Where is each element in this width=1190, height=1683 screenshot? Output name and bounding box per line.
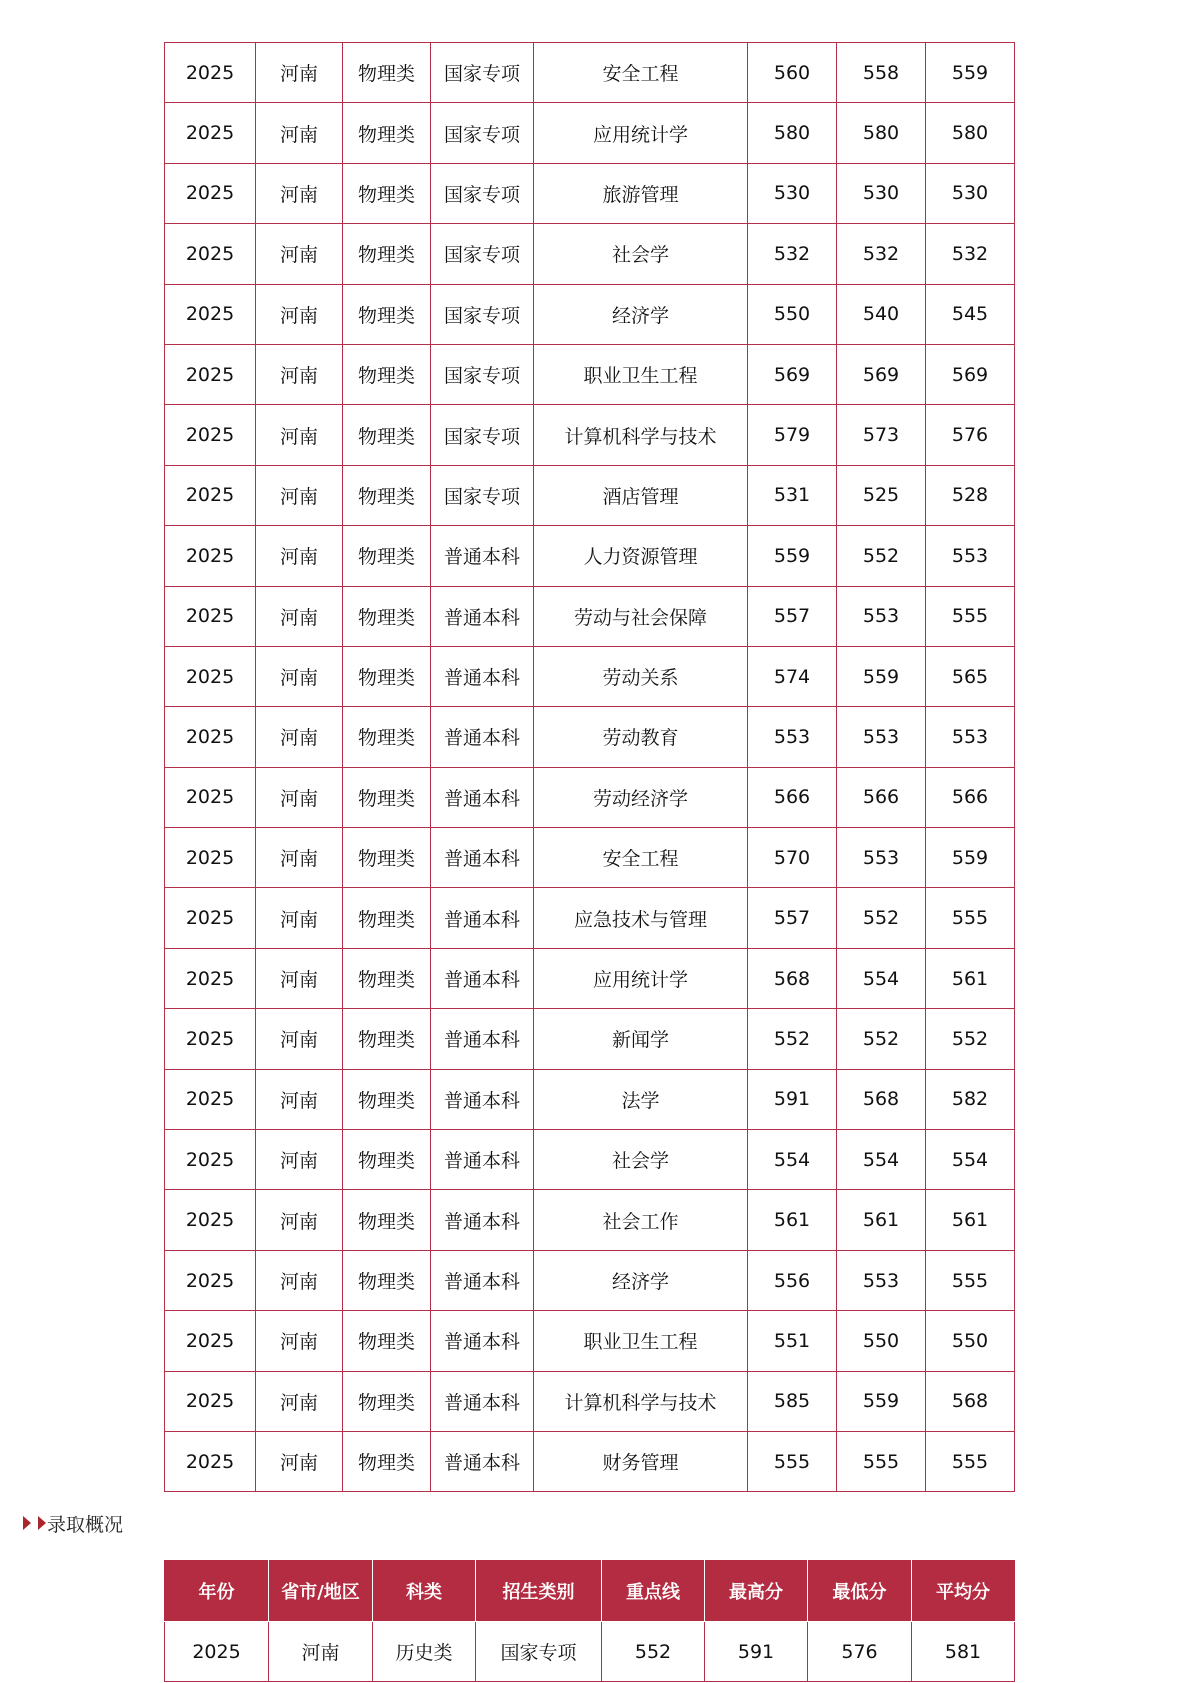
header-subject-type: 科类 — [373, 1561, 476, 1622]
cell-avg-score: 553 — [926, 707, 1015, 767]
cell-admission-category: 普通本科 — [431, 1250, 534, 1310]
cell-admission-category: 普通本科 — [431, 586, 534, 646]
cell-min-score: 554 — [837, 948, 926, 1008]
cell-subject-type: 物理类 — [343, 103, 431, 163]
table-row — [165, 586, 1015, 646]
cell-region: 河南 — [256, 103, 343, 163]
cell-max-score: 555 — [748, 1431, 837, 1491]
cell-avg-score: 580 — [926, 103, 1015, 163]
cell-max-score: 557 — [748, 888, 837, 948]
cell-avg-score: 528 — [926, 465, 1015, 525]
cell-year: 2025 — [165, 405, 256, 465]
cell-key-line: 552 — [602, 1622, 705, 1682]
header-admission-category: 招生类别 — [476, 1561, 602, 1622]
cell-region: 河南 — [256, 1130, 343, 1190]
cell-avg-score: 566 — [926, 767, 1015, 827]
cell-admission-category: 普通本科 — [431, 1190, 534, 1250]
cell-admission-category: 普通本科 — [431, 707, 534, 767]
cell-major: 应急技术与管理 — [534, 888, 748, 948]
cell-major: 旅游管理 — [534, 163, 748, 223]
cell-region: 河南 — [256, 526, 343, 586]
cell-min-score: 576 — [808, 1622, 912, 1682]
cell-min-score: 525 — [837, 465, 926, 525]
cell-avg-score: 553 — [926, 526, 1015, 586]
cell-admission-category: 普通本科 — [431, 1371, 534, 1431]
cell-region: 河南 — [256, 767, 343, 827]
cell-subject-type: 物理类 — [343, 1190, 431, 1250]
cell-region: 河南 — [256, 646, 343, 706]
major-score-table — [164, 42, 1015, 1492]
cell-year: 2025 — [165, 163, 256, 223]
table-row — [165, 1069, 1015, 1129]
cell-min-score: 552 — [837, 526, 926, 586]
cell-subject-type: 物理类 — [343, 767, 431, 827]
cell-region: 河南 — [256, 1311, 343, 1371]
cell-region: 河南 — [256, 344, 343, 404]
cell-max-score: 561 — [748, 1190, 837, 1250]
cell-max-score: 579 — [748, 405, 837, 465]
cell-major: 劳动教育 — [534, 707, 748, 767]
cell-min-score: 559 — [837, 1371, 926, 1431]
cell-year: 2025 — [165, 1009, 256, 1069]
cell-major: 职业卫生工程 — [534, 1311, 748, 1371]
cell-min-score: 553 — [837, 707, 926, 767]
cell-region: 河南 — [256, 405, 343, 465]
cell-avg-score: 565 — [926, 646, 1015, 706]
cell-admission-category: 普通本科 — [431, 948, 534, 1008]
table-row — [165, 767, 1015, 827]
cell-admission-category: 国家专项 — [431, 465, 534, 525]
summary-row — [165, 1622, 1015, 1682]
cell-subject-type: 物理类 — [343, 465, 431, 525]
table-row — [165, 1431, 1015, 1491]
cell-subject-type: 物理类 — [343, 43, 431, 103]
cell-min-score: 568 — [837, 1069, 926, 1129]
cell-year: 2025 — [165, 888, 256, 948]
cell-admission-category: 普通本科 — [431, 888, 534, 948]
cell-max-score: 559 — [748, 526, 837, 586]
cell-avg-score: 552 — [926, 1009, 1015, 1069]
cell-avg-score: 555 — [926, 888, 1015, 948]
cell-year: 2025 — [165, 767, 256, 827]
cell-major: 财务管理 — [534, 1431, 748, 1491]
cell-region: 河南 — [256, 828, 343, 888]
header-key-line: 重点线 — [602, 1561, 705, 1622]
cell-min-score: 569 — [837, 344, 926, 404]
header-year: 年份 — [165, 1561, 269, 1622]
cell-subject-type: 物理类 — [343, 888, 431, 948]
cell-major: 法学 — [534, 1069, 748, 1129]
cell-year: 2025 — [165, 1311, 256, 1371]
cell-major: 劳动经济学 — [534, 767, 748, 827]
cell-subject-type: 物理类 — [343, 163, 431, 223]
table-row — [165, 526, 1015, 586]
cell-region: 河南 — [256, 284, 343, 344]
cell-year: 2025 — [165, 1371, 256, 1431]
cell-avg-score: 550 — [926, 1311, 1015, 1371]
cell-subject-type: 物理类 — [343, 1371, 431, 1431]
table-row — [165, 103, 1015, 163]
table-row — [165, 344, 1015, 404]
cell-admission-category: 普通本科 — [431, 1431, 534, 1491]
cell-avg-score: 559 — [926, 828, 1015, 888]
table-row — [165, 707, 1015, 767]
cell-admission-category: 普通本科 — [431, 767, 534, 827]
cell-avg-score: 559 — [926, 43, 1015, 103]
cell-max-score: 556 — [748, 1250, 837, 1310]
major-score-table-body — [165, 43, 1015, 1492]
cell-max-score: 552 — [748, 1009, 837, 1069]
cell-subject-type: 物理类 — [343, 948, 431, 1008]
cell-major: 安全工程 — [534, 43, 748, 103]
cell-subject-type: 物理类 — [343, 646, 431, 706]
cell-min-score: 530 — [837, 163, 926, 223]
cell-region: 河南 — [269, 1622, 373, 1682]
cell-min-score: 540 — [837, 284, 926, 344]
cell-year: 2025 — [165, 43, 256, 103]
table-row — [165, 1250, 1015, 1310]
cell-subject-type: 物理类 — [343, 224, 431, 284]
cell-avg-score: 554 — [926, 1130, 1015, 1190]
cell-major: 职业卫生工程 — [534, 344, 748, 404]
table-row — [165, 43, 1015, 103]
cell-min-score: 553 — [837, 828, 926, 888]
cell-min-score: 554 — [837, 1130, 926, 1190]
cell-min-score: 550 — [837, 1311, 926, 1371]
header-avg-score: 平均分 — [912, 1561, 1015, 1622]
cell-max-score: 591 — [748, 1069, 837, 1129]
cell-admission-category: 普通本科 — [431, 1069, 534, 1129]
section-title: 录取概况 — [47, 1513, 124, 1536]
cell-subject-type: 物理类 — [343, 284, 431, 344]
cell-subject-type: 物理类 — [343, 1431, 431, 1491]
cell-year: 2025 — [165, 284, 256, 344]
cell-admission-category: 国家专项 — [431, 163, 534, 223]
header-max-score: 最高分 — [705, 1561, 808, 1622]
cell-admission-category: 普通本科 — [431, 646, 534, 706]
cell-max-score: 532 — [748, 224, 837, 284]
cell-min-score: 573 — [837, 405, 926, 465]
cell-max-score: 570 — [748, 828, 837, 888]
cell-max-score: 554 — [748, 1130, 837, 1190]
cell-avg-score: 582 — [926, 1069, 1015, 1129]
cell-avg-score: 561 — [926, 948, 1015, 1008]
cell-max-score: 591 — [705, 1622, 808, 1682]
cell-min-score: 552 — [837, 1009, 926, 1069]
cell-min-score: 559 — [837, 646, 926, 706]
cell-min-score: 566 — [837, 767, 926, 827]
cell-major: 劳动与社会保障 — [534, 586, 748, 646]
cell-region: 河南 — [256, 465, 343, 525]
cell-avg-score: 555 — [926, 1250, 1015, 1310]
cell-year: 2025 — [165, 224, 256, 284]
cell-max-score: 550 — [748, 284, 837, 344]
cell-admission-category: 普通本科 — [431, 828, 534, 888]
summary-header-row — [165, 1561, 1015, 1622]
cell-year: 2025 — [165, 646, 256, 706]
cell-avg-score: 581 — [912, 1622, 1015, 1682]
table-row — [165, 224, 1015, 284]
cell-avg-score: 576 — [926, 405, 1015, 465]
cell-year: 2025 — [165, 948, 256, 1008]
cell-min-score: 558 — [837, 43, 926, 103]
cell-admission-category: 国家专项 — [431, 224, 534, 284]
table-row — [165, 163, 1015, 223]
cell-max-score: 568 — [748, 948, 837, 1008]
cell-admission-category: 国家专项 — [476, 1622, 602, 1682]
cell-subject-type: 物理类 — [343, 1311, 431, 1371]
table-row — [165, 284, 1015, 344]
cell-min-score: 553 — [837, 586, 926, 646]
table-row — [165, 1371, 1015, 1431]
cell-year: 2025 — [165, 828, 256, 888]
cell-major: 社会工作 — [534, 1190, 748, 1250]
cell-max-score: 569 — [748, 344, 837, 404]
cell-min-score: 555 — [837, 1431, 926, 1491]
cell-region: 河南 — [256, 948, 343, 1008]
cell-region: 河南 — [256, 707, 343, 767]
cell-major: 社会学 — [534, 1130, 748, 1190]
cell-region: 河南 — [256, 163, 343, 223]
table-row — [165, 405, 1015, 465]
cell-max-score: 585 — [748, 1371, 837, 1431]
cell-max-score: 566 — [748, 767, 837, 827]
cell-region: 河南 — [256, 586, 343, 646]
cell-admission-category: 国家专项 — [431, 43, 534, 103]
cell-region: 河南 — [256, 888, 343, 948]
cell-subject-type: 历史类 — [373, 1622, 476, 1682]
cell-min-score: 561 — [837, 1190, 926, 1250]
cell-subject-type: 物理类 — [343, 707, 431, 767]
cell-major: 酒店管理 — [534, 465, 748, 525]
cell-avg-score: 568 — [926, 1371, 1015, 1431]
cell-major: 应用统计学 — [534, 948, 748, 1008]
cell-region: 河南 — [256, 1069, 343, 1129]
cell-year: 2025 — [165, 1250, 256, 1310]
cell-min-score: 532 — [837, 224, 926, 284]
cell-max-score: 560 — [748, 43, 837, 103]
cell-avg-score: 561 — [926, 1190, 1015, 1250]
cell-avg-score: 532 — [926, 224, 1015, 284]
cell-avg-score: 530 — [926, 163, 1015, 223]
section-header-admission-overview — [23, 1510, 123, 1536]
cell-admission-category: 国家专项 — [431, 405, 534, 465]
cell-year: 2025 — [165, 1190, 256, 1250]
cell-major: 应用统计学 — [534, 103, 748, 163]
cell-major: 新闻学 — [534, 1009, 748, 1069]
cell-admission-category: 普通本科 — [431, 526, 534, 586]
cell-major: 人力资源管理 — [534, 526, 748, 586]
cell-year: 2025 — [165, 526, 256, 586]
cell-year: 2025 — [165, 707, 256, 767]
cell-major: 社会学 — [534, 224, 748, 284]
cell-avg-score: 555 — [926, 1431, 1015, 1491]
cell-region: 河南 — [256, 1009, 343, 1069]
table-row — [165, 888, 1015, 948]
cell-year: 2025 — [165, 1431, 256, 1491]
cell-subject-type: 物理类 — [343, 526, 431, 586]
cell-admission-category: 普通本科 — [431, 1311, 534, 1371]
cell-major: 计算机科学与技术 — [534, 405, 748, 465]
header-min-score: 最低分 — [808, 1561, 912, 1622]
cell-max-score: 553 — [748, 707, 837, 767]
cell-region: 河南 — [256, 43, 343, 103]
cell-max-score: 551 — [748, 1311, 837, 1371]
cell-subject-type: 物理类 — [343, 586, 431, 646]
table-row — [165, 828, 1015, 888]
cell-year: 2025 — [165, 586, 256, 646]
admission-summary-table — [164, 1560, 1015, 1682]
cell-subject-type: 物理类 — [343, 344, 431, 404]
cell-year: 2025 — [165, 103, 256, 163]
cell-admission-category: 国家专项 — [431, 344, 534, 404]
cell-subject-type: 物理类 — [343, 1130, 431, 1190]
cell-min-score: 552 — [837, 888, 926, 948]
cell-year: 2025 — [165, 1622, 269, 1682]
cell-subject-type: 物理类 — [343, 1250, 431, 1310]
cell-admission-category: 普通本科 — [431, 1130, 534, 1190]
cell-region: 河南 — [256, 1250, 343, 1310]
cell-major: 经济学 — [534, 1250, 748, 1310]
table-row — [165, 465, 1015, 525]
cell-min-score: 553 — [837, 1250, 926, 1310]
cell-region: 河南 — [256, 1190, 343, 1250]
cell-region: 河南 — [256, 224, 343, 284]
cell-year: 2025 — [165, 1069, 256, 1129]
table-row — [165, 948, 1015, 1008]
cell-min-score: 580 — [837, 103, 926, 163]
cell-admission-category: 普通本科 — [431, 1009, 534, 1069]
cell-max-score: 530 — [748, 163, 837, 223]
cell-admission-category: 国家专项 — [431, 103, 534, 163]
cell-subject-type: 物理类 — [343, 828, 431, 888]
table-row — [165, 1009, 1015, 1069]
cell-major: 计算机科学与技术 — [534, 1371, 748, 1431]
table-row — [165, 1130, 1015, 1190]
cell-major: 安全工程 — [534, 828, 748, 888]
table-row — [165, 1190, 1015, 1250]
cell-max-score: 574 — [748, 646, 837, 706]
cell-year: 2025 — [165, 1130, 256, 1190]
cell-subject-type: 物理类 — [343, 1009, 431, 1069]
cell-major: 劳动关系 — [534, 646, 748, 706]
cell-avg-score: 569 — [926, 344, 1015, 404]
table-row — [165, 646, 1015, 706]
cell-max-score: 580 — [748, 103, 837, 163]
cell-avg-score: 555 — [926, 586, 1015, 646]
cell-year: 2025 — [165, 465, 256, 525]
cell-year: 2025 — [165, 344, 256, 404]
arrow-right-icon — [38, 1516, 46, 1530]
cell-region: 河南 — [256, 1431, 343, 1491]
cell-max-score: 531 — [748, 465, 837, 525]
cell-admission-category: 国家专项 — [431, 284, 534, 344]
arrow-right-icon — [23, 1516, 31, 1530]
cell-major: 经济学 — [534, 284, 748, 344]
cell-subject-type: 物理类 — [343, 405, 431, 465]
cell-max-score: 557 — [748, 586, 837, 646]
cell-region: 河南 — [256, 1371, 343, 1431]
table-row — [165, 1311, 1015, 1371]
header-region: 省市/地区 — [269, 1561, 373, 1622]
cell-subject-type: 物理类 — [343, 1069, 431, 1129]
cell-avg-score: 545 — [926, 284, 1015, 344]
